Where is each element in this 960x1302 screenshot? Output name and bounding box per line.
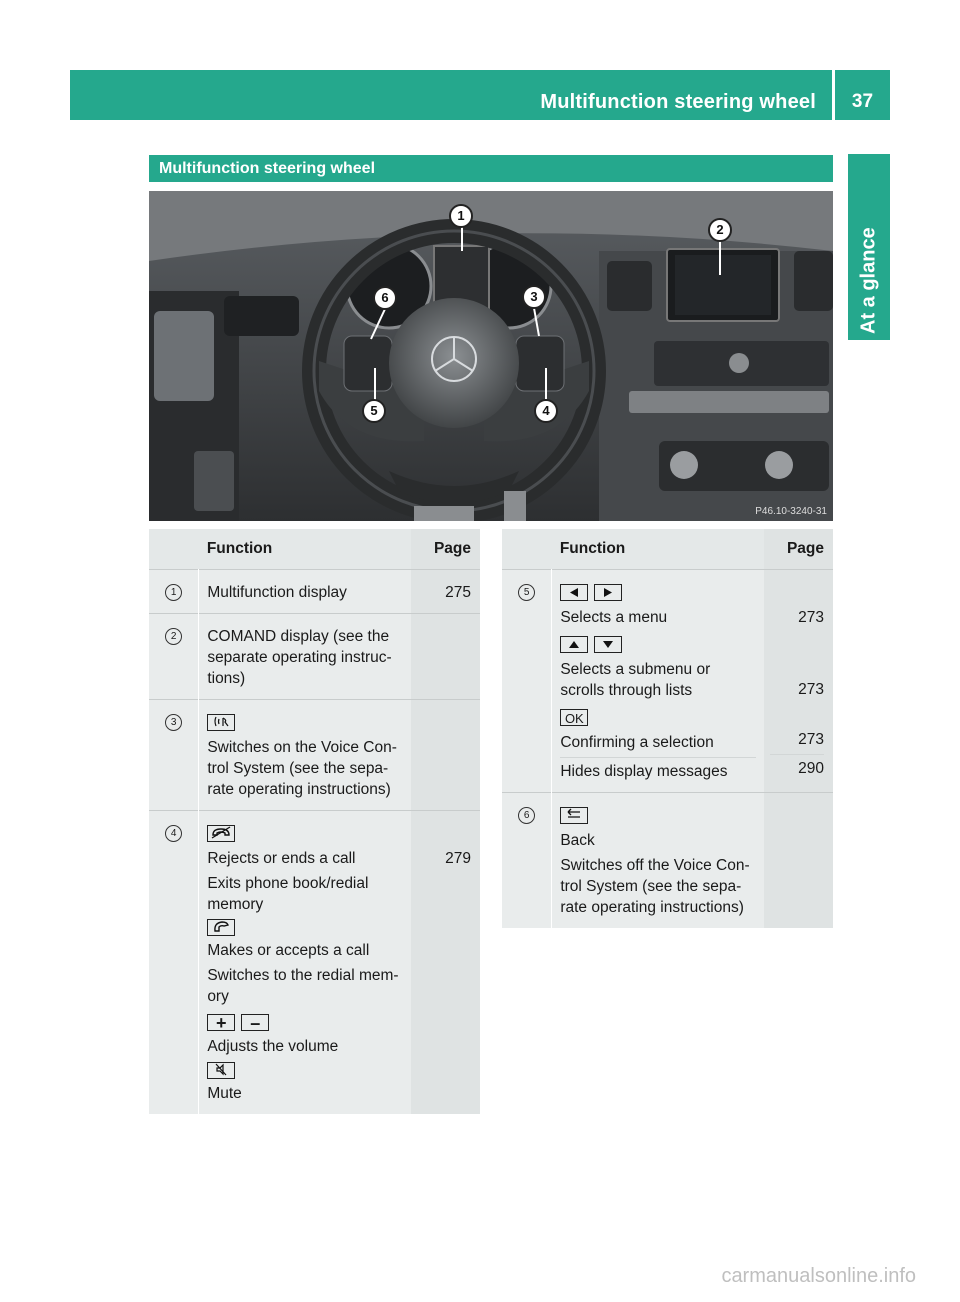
function-text: tions) xyxy=(207,670,246,687)
function-text: Rejects or ends a call xyxy=(207,850,356,867)
ok-key: OK xyxy=(560,709,588,726)
page-ref: 273 xyxy=(798,681,824,698)
mute-icon xyxy=(207,1062,235,1079)
arrow-right-icon xyxy=(594,584,622,601)
phone-hangup-icon xyxy=(207,825,235,842)
page-ref: 273 xyxy=(798,731,824,748)
submenu-keys xyxy=(560,634,756,655)
callout-1: 1 xyxy=(449,204,473,228)
item-number: 1 xyxy=(165,584,182,601)
volume-keys xyxy=(207,1011,403,1032)
function-text: ory xyxy=(207,988,229,1006)
function-text: Selects a submenu or xyxy=(560,661,711,678)
page-number: 37 xyxy=(851,91,874,112)
header-function: Function xyxy=(199,529,411,570)
item-number: 3 xyxy=(165,714,182,731)
function-text: Makes or accepts a call xyxy=(207,942,370,960)
function-text: Switches off the Voice Con- xyxy=(560,857,750,874)
menu-keys xyxy=(560,582,756,603)
page-ref: 279 xyxy=(445,850,471,867)
page-header xyxy=(70,70,890,120)
function-text: trol System (see the sepa- xyxy=(207,760,389,777)
item-number: 2 xyxy=(165,628,182,645)
side-tab-label: At a glance xyxy=(857,227,880,334)
back-icon xyxy=(560,807,588,824)
function-text: Selects a menu xyxy=(560,609,668,626)
section-title: Multifunction steering wheel xyxy=(149,155,833,182)
function-text: Multifunction display xyxy=(207,584,347,601)
item-number: 5 xyxy=(518,584,535,601)
arrow-up-icon xyxy=(560,636,588,653)
page-ref: 273 xyxy=(798,609,824,626)
function-table-left xyxy=(149,529,480,1114)
watermark: carmanualsonline.info xyxy=(721,1265,916,1287)
function-text: Hides display messages xyxy=(560,757,756,782)
function-text: rate operating instructions) xyxy=(207,781,391,798)
arrow-down-icon xyxy=(594,636,622,653)
item-number: 4 xyxy=(165,825,182,842)
function-text: rate operating instructions) xyxy=(560,899,744,916)
table-row xyxy=(149,570,480,614)
function-text: Exits phone book/redial xyxy=(207,875,369,892)
function-text: Mute xyxy=(207,1084,242,1102)
callout-2: 2 xyxy=(708,218,732,242)
callout-5: 5 xyxy=(362,399,386,423)
function-text: trol System (see the sepa- xyxy=(560,878,742,895)
header-num xyxy=(502,529,552,570)
function-text: separate operating instruc- xyxy=(207,649,392,666)
function-text: Confirming a selection xyxy=(560,734,714,751)
function-text: Back xyxy=(560,832,595,849)
table-row xyxy=(149,614,480,700)
steering-wheel-figure xyxy=(149,191,833,521)
item-number: 6 xyxy=(518,807,535,824)
header-title: Multifunction steering wheel xyxy=(540,91,816,113)
function-text: Adjusts the volume xyxy=(207,1038,339,1056)
page-ref: 275 xyxy=(445,584,471,601)
dashboard-illustration xyxy=(149,191,833,521)
arrow-left-icon xyxy=(560,584,588,601)
function-table-right xyxy=(502,529,833,928)
callout-4: 4 xyxy=(534,399,558,423)
function-text: COMAND display (see the xyxy=(207,628,390,645)
function-text: scrolls through lists xyxy=(560,682,693,699)
callout-3: 3 xyxy=(522,285,546,309)
volume-down-key: – xyxy=(241,1014,269,1031)
volume-up-key: + xyxy=(207,1014,235,1031)
function-text: memory xyxy=(207,896,264,913)
function-text: Switches on the Voice Con- xyxy=(207,739,397,756)
function-text: Switches to the redial mem- xyxy=(207,967,399,985)
callout-6: 6 xyxy=(373,286,397,310)
page-ref: 290 xyxy=(770,754,824,779)
phone-icon xyxy=(207,919,235,936)
table-row xyxy=(502,793,833,929)
header-num xyxy=(149,529,199,570)
table-row xyxy=(149,700,480,811)
table-row xyxy=(502,570,833,793)
header-page: Page xyxy=(764,529,833,570)
table-row xyxy=(149,811,480,1114)
header-page: Page xyxy=(411,529,480,570)
figure-code: P46.10-3240-31 xyxy=(755,506,827,517)
header-function: Function xyxy=(552,529,764,570)
voice-icon xyxy=(207,714,235,731)
